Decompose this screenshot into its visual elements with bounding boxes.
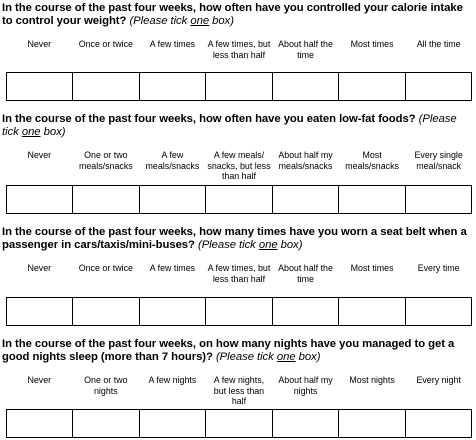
option-labels <box>6 39 472 60</box>
question-text: In the course of the past four weeks, how often have you controlled your calorie intake to control your weight? (Please tick one box) <box>2 2 463 27</box>
tick-box[interactable] <box>273 73 339 100</box>
tick-box[interactable] <box>273 186 339 213</box>
instruction: (Please tick one box) <box>197 239 303 251</box>
option-label: All the time <box>416 39 461 49</box>
tick-box[interactable] <box>206 186 272 213</box>
tick-box[interactable] <box>7 410 73 437</box>
question-text: In the course of the past four weeks, how many times have you worn a seat belt when a passenger in cars/taxis/mini-buses? (Please tick one box) <box>2 226 467 251</box>
tick-box[interactable] <box>339 410 405 437</box>
option-label: A few times, but less than half <box>207 39 271 60</box>
option-label: Every night <box>416 375 461 385</box>
option-label: Once or twice <box>78 263 133 273</box>
option-label: About half the time <box>278 263 333 284</box>
tick-box[interactable] <box>7 73 73 100</box>
tick-box[interactable] <box>339 73 405 100</box>
option-label: A few meals/snacks <box>145 150 200 171</box>
tick-box-row <box>6 409 472 438</box>
option-labels <box>6 150 472 182</box>
tick-box[interactable] <box>206 410 272 437</box>
tick-box[interactable] <box>406 298 471 325</box>
tick-box[interactable] <box>140 298 206 325</box>
option-label: Every time <box>417 263 460 273</box>
tick-box[interactable] <box>73 186 139 213</box>
option-label: About half the time <box>278 39 333 60</box>
tick-box[interactable] <box>339 186 405 213</box>
tick-box[interactable] <box>206 73 272 100</box>
instruction: (Please tick one box) <box>215 351 321 363</box>
tick-box-row <box>6 297 472 326</box>
option-label: A few nights <box>148 375 197 385</box>
option-labels <box>6 375 472 407</box>
option-label: Most meals/snacks <box>345 150 399 171</box>
tick-box[interactable] <box>140 186 206 213</box>
tick-box[interactable] <box>406 410 471 437</box>
option-label: Never <box>27 150 52 160</box>
option-label: Every single meal/snack <box>414 150 463 171</box>
question-text: In the course of the past four weeks, how often have you eaten low-fat foods? (Please tick one box) <box>2 113 457 138</box>
question-text: In the course of the past four weeks, on how many nights have you managed to get a good nights sleep (more than 7 hours)? (Please tick one box) <box>2 338 455 363</box>
option-label: Once or twice <box>78 39 133 49</box>
tick-box-row <box>6 185 472 214</box>
instruction: (Please tick one box) <box>2 113 457 138</box>
option-label: Never <box>27 39 52 49</box>
tick-box[interactable] <box>406 73 471 100</box>
option-label: A few nights, but less than half <box>213 375 265 406</box>
tick-box[interactable] <box>140 73 206 100</box>
tick-box[interactable] <box>406 186 471 213</box>
tick-box[interactable] <box>73 410 139 437</box>
tick-box[interactable] <box>273 410 339 437</box>
tick-box[interactable] <box>206 298 272 325</box>
option-label: Never <box>27 375 52 385</box>
option-label: A few times, but less than half <box>207 263 271 284</box>
option-label: Never <box>27 263 52 273</box>
tick-box[interactable] <box>7 186 73 213</box>
tick-box[interactable] <box>140 410 206 437</box>
option-label: About half my nights <box>278 375 333 396</box>
option-label: Most nights <box>349 375 395 385</box>
tick-box[interactable] <box>339 298 405 325</box>
option-labels <box>6 263 472 284</box>
option-label: One or two nights <box>84 375 128 396</box>
tick-box[interactable] <box>7 298 73 325</box>
option-label: A few meals/ snacks, but less than half <box>207 150 271 181</box>
tick-box[interactable] <box>273 298 339 325</box>
tick-box[interactable] <box>73 73 139 100</box>
option-label: A few times <box>149 263 196 273</box>
option-label: A few times <box>149 39 196 49</box>
tick-box[interactable] <box>73 298 139 325</box>
option-label: Most times <box>350 263 394 273</box>
option-label: Most times <box>350 39 394 49</box>
instruction: (Please tick one box) <box>129 15 234 27</box>
tick-box-row <box>6 72 472 101</box>
option-label: About half my meals/snacks <box>278 150 333 171</box>
option-label: One or two meals/snacks <box>78 150 133 171</box>
